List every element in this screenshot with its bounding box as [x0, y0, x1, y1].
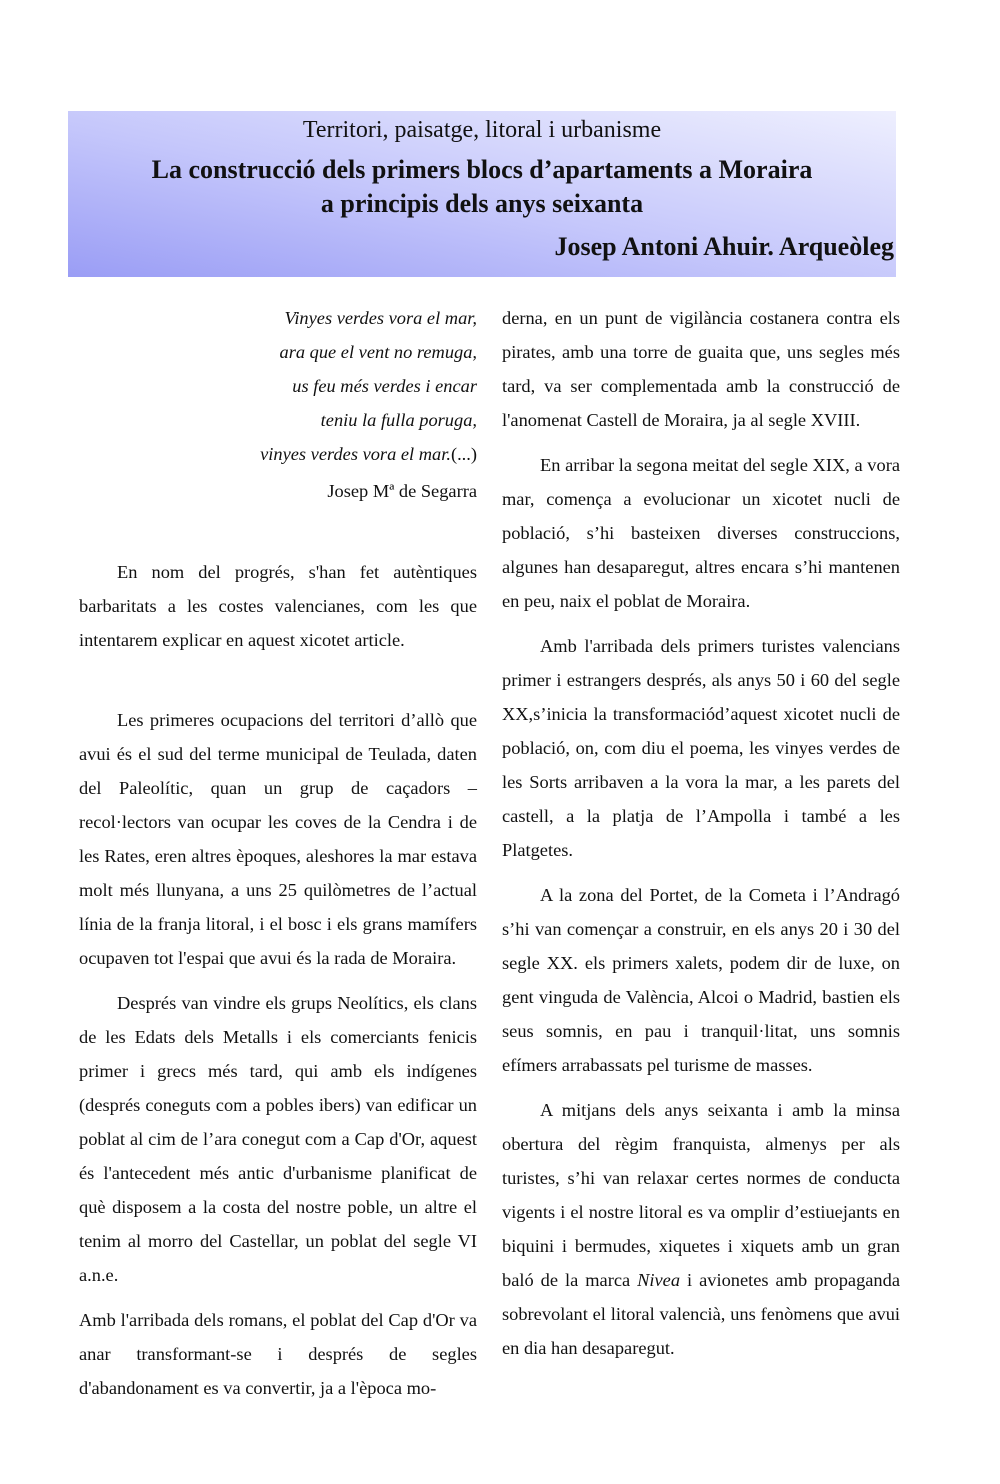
- body-paragraph: Després van vindre els grups Neolítics, els clans de les Edats dels Metalls i els comerciants fenicis primer i grecs més tard, qui amb els indígenes (després coneguts com a pobles ibers) van edificar un poblat al cim de l’ara conegut com a Cap d'Or, aquest és l'antecedent més antic d'urbanisme planificat de què disposem a la costa del nostre poble, un altre el tenim al morro del Castellar, un poblat del segle VI a.n.e.: [79, 993, 477, 1285]
- poem-ellipsis: (...): [450, 444, 477, 464]
- body-paragraph: En arribar la segona meitat del segle XIX, a vora mar, comença a evolucionar un xicotet nucli de població, s’hi basteixen diverses construccions, algunes han desaparegut, altres encara s’hi mantenen en peu, naix el poblat de Moraira.: [502, 455, 900, 611]
- right-column: [502, 301, 900, 1365]
- body-paragraph: Amb l'arribada dels romans, el poblat del Cap d'Or va anar transformant-se i després de segles d'abandonament es va convertir, ja a l'època mo-: [79, 1310, 477, 1398]
- poem-line: Vinyes verdes vora el mar,: [284, 308, 477, 328]
- body-paragraph: Amb l'arribada dels primers turistes valencians primer i estrangers després, als anys 50 i 60 del segle XX,s’inicia la transformaciód’aquest xicotet nucli de població, on, com diu el poema, les vinyes verdes de les Sorts arribaven a la vora la mar, a les parets del castell, a la platja de l’Ampolla i també a les Platgetes.: [502, 636, 900, 860]
- article-title: [68, 153, 896, 221]
- paragraph-text: i avionetes amb propaganda sobrevolant el litoral valencià, uns fenòmens que avui en dia han desaparegut.: [502, 1270, 900, 1358]
- author-byline: Josep Antoni Ahuir. Arqueòleg: [554, 232, 894, 261]
- article-title-line-1: La construcció dels primers blocs d’apartaments a Moraira: [151, 155, 813, 184]
- body-paragraph: En nom del progrés, s'han fet autèntiques barbaritats a les costes valencianes, com les que intentarem explicar en aquest xicotet article.: [79, 562, 477, 650]
- epigraph-poem: [79, 301, 477, 471]
- poem-last-line: [79, 437, 477, 471]
- paragraph-text: A mitjans dels anys seixanta i amb la minsa obertura del règim franquista, almenys per als turistes, s’hi van relaxar certes normes de conducta vigents i el nostre litoral es va omplir d’estiuejants en biquini i bermudes, xiquetes i xiquets amb un gran baló de la marca: [502, 1100, 900, 1290]
- poem-line-text: vinyes verdes vora el mar.: [260, 444, 451, 464]
- poem-line: teniu la fulla poruga,: [320, 410, 477, 430]
- body-paragraph: Les primeres ocupacions del territori d’allò que avui és el sud del terme municipal de Teulada, daten del Paleolític, quan un grup de caçadors –recol·lectors van ocupar les coves de la Cendra i de les Rates, eren altres èpoques, aleshores la mar estava molt més llunyana, a uns 25 quilòmetres de l’actual línia de la franja litoral, i el bosc i els grans mamífers ocupaven tot l'espai que avui és la rada de Moraira.: [79, 710, 477, 968]
- body-paragraph: A la zona del Portet, de la Cometa i l’Andragó s’hi van començar a construir, en els anys 20 i 30 del segle XX. els primers xalets, podem dir de luxe, on gent vinguda de València, Alcoi o Madrid, bastien els seus somnis, en pau i tranquil·litat, uns somnis efímers arrabassats pel turisme de masses.: [502, 885, 900, 1075]
- body-paragraph: [502, 1093, 900, 1365]
- poem-line: us feu més verdes i encar: [292, 376, 477, 396]
- poem-line: ara que el vent no remuga,: [279, 342, 477, 362]
- poem-attribution: Josep Mª de Segarra: [327, 481, 477, 501]
- article-title-line-2: a principis dels anys seixanta: [320, 189, 644, 218]
- body-paragraph: derna, en un punt de vigilància costanera contra els pirates, amb una torre de guaita que, uns segles més tard, va ser complementada amb la construcció de l'anomenat Castell de Moraira, ja al segle XVIII.: [502, 308, 900, 430]
- brand-name: Nivea: [637, 1270, 681, 1290]
- left-column: [79, 301, 477, 1405]
- section-label: Territori, paisatge, litoral i urbanisme: [302, 117, 662, 143]
